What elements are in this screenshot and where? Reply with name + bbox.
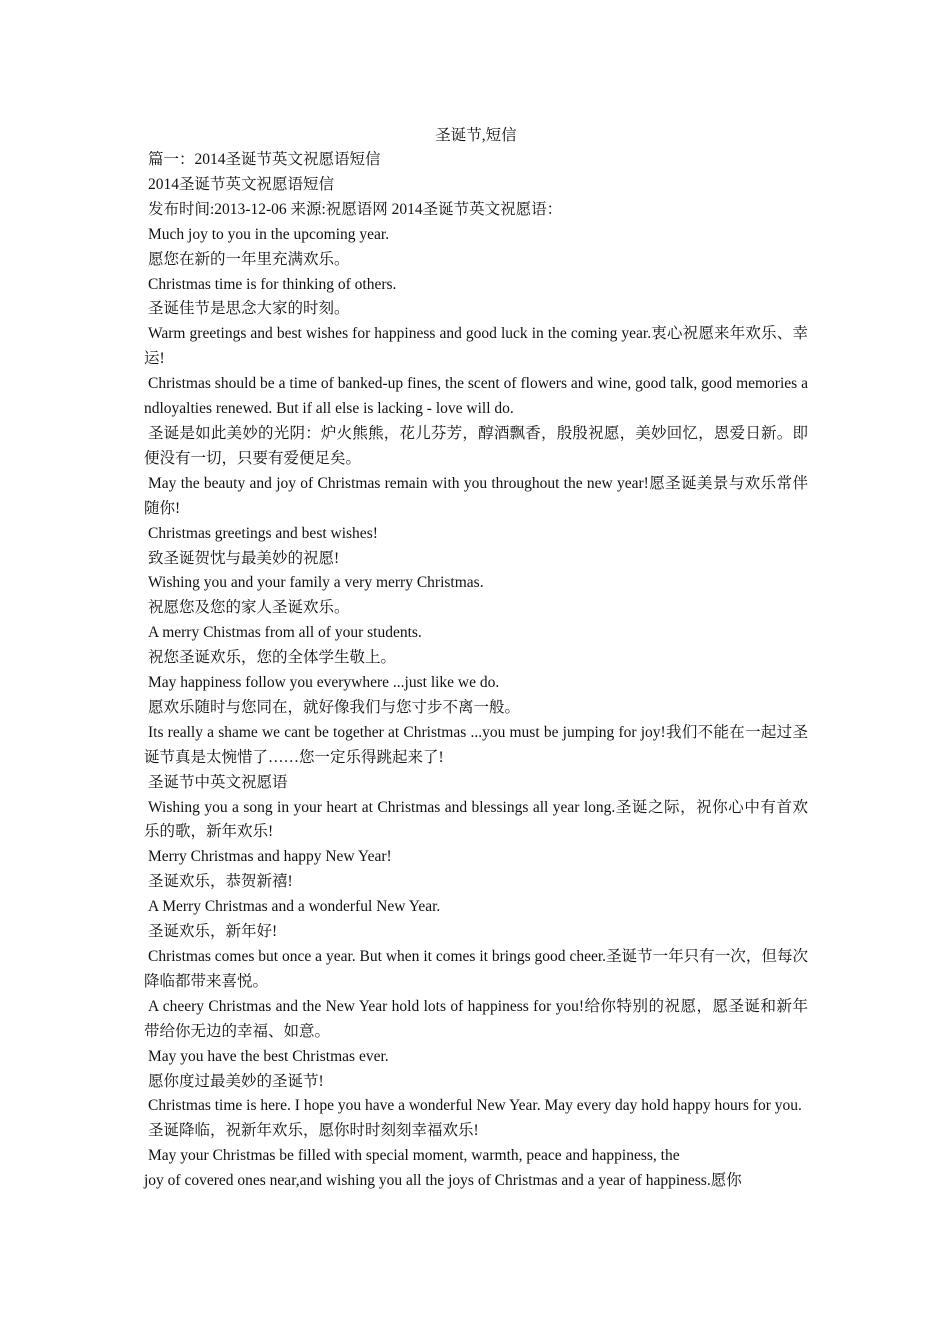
document-paragraph: 圣诞佳节是思念大家的时刻。 [148,300,350,318]
document-paragraph: Christmas should be a time of banked-up fines, the scent of flowers and wine, good talk, good memories andloyalties renewed. But if all else is lacking - love will do. [144,375,808,418]
document-paragraph: 圣诞欢乐，恭贺新禧! [148,873,293,891]
document-paragraph: A merry Chistmas from all of your students. [148,624,422,642]
document-paragraph: Wishing you a song in your heart at Christmas and blessings all year long.圣诞之际，祝你心中有首欢乐的歌，新年欢乐! [144,798,808,841]
document-paragraph: May you have the best Christmas ever. [148,1047,389,1065]
document-paragraph: 愿欢乐随时与您同在，就好像我们与您寸步不离一般。 [148,698,521,716]
document-paragraph: 愿你度过最美妙的圣诞节! [148,1072,324,1090]
document-paragraph: May your Christmas be filled with special moment, warmth, peace and happiness, the [148,1147,680,1165]
document-paragraph: 祝您圣诞欢乐，您的全体学生敬上。 [148,649,397,667]
document-paragraph: A Merry Christmas and a wonderful New Year. [148,898,441,916]
document-paragraph: 致圣诞贺忱与最美妙的祝愿! [148,549,340,567]
document-paragraph: 圣诞节中英文祝愿语 [148,773,288,791]
document-paragraph: Merry Christmas and happy New Year! [148,848,392,866]
document-paragraph: Warm greetings and best wishes for happiness and good luck in the coming year.衷心祝愿来年欢乐、幸运! [144,325,808,368]
document-paragraph: 发布时间:2013-12-06 来源:祝愿语网 2014圣诞节英文祝愿语： [148,200,563,218]
document-paragraph: A cheery Christmas and the New Year hold lots of happiness for you!给你特别的祝愿，愿圣诞和新年带给你无边的幸福、如意。 [144,997,808,1040]
document-paragraph: 篇一：2014圣诞节英文祝愿语短信 [148,151,381,168]
document-paragraph: Its really a shame we cant be together at Christmas ...you must be jumping for joy!我们不能在一起过圣诞节真是太惋惜了……您一定乐得跳起来了! [144,723,808,766]
document-paragraph: Christmas time is for thinking of others. [148,275,397,293]
document-body [144,148,808,1194]
document-paragraph: Christmas comes but once a year. But when it comes it brings good cheer.圣诞节一年只有一次，但每次降临都带来喜悦。 [144,948,808,990]
document-paragraph: joy of covered ones near,and wishing you all the joys of Christmas and a year of happiness.愿你 [144,1172,742,1190]
document-paragraph: 祝愿您及您的家人圣诞欢乐。 [148,599,350,617]
document-paragraph: 圣诞欢乐，新年好! [148,923,278,941]
document-paragraph: 圣诞降临，祝新年欢乐，愿你时时刻刻幸福欢乐! [148,1122,479,1140]
document-paragraph: 愿您在新的一年里充满欢乐。 [148,250,350,268]
document-paragraph: May happiness follow you everywhere ...just like we do. [148,674,500,692]
document-paragraph: 圣诞是如此美妙的光阴：炉火熊熊，花儿芬芳，醇酒飘香，殷殷祝愿，美妙回忆，恩爱日新。即便没有一切，只要有爱便足矣。 [144,424,808,467]
document-paragraph: May the beauty and joy of Christmas remain with you throughout the new year!愿圣诞美景与欢乐常伴随你! [144,474,808,517]
document-paragraph: Christmas time is here. I hope you have a wonderful New Year. May every day hold happy hours for you. [148,1097,802,1115]
document-page [144,123,808,1194]
document-title: 圣诞节,短信 [435,127,517,144]
document-paragraph: 2014圣诞节英文祝愿语短信 [148,175,335,193]
document-paragraph: Christmas greetings and best wishes! [148,524,378,542]
document-paragraph: Much joy to you in the upcoming year. [148,225,390,243]
document-paragraph: Wishing you and your family a very merry Christmas. [148,574,484,592]
